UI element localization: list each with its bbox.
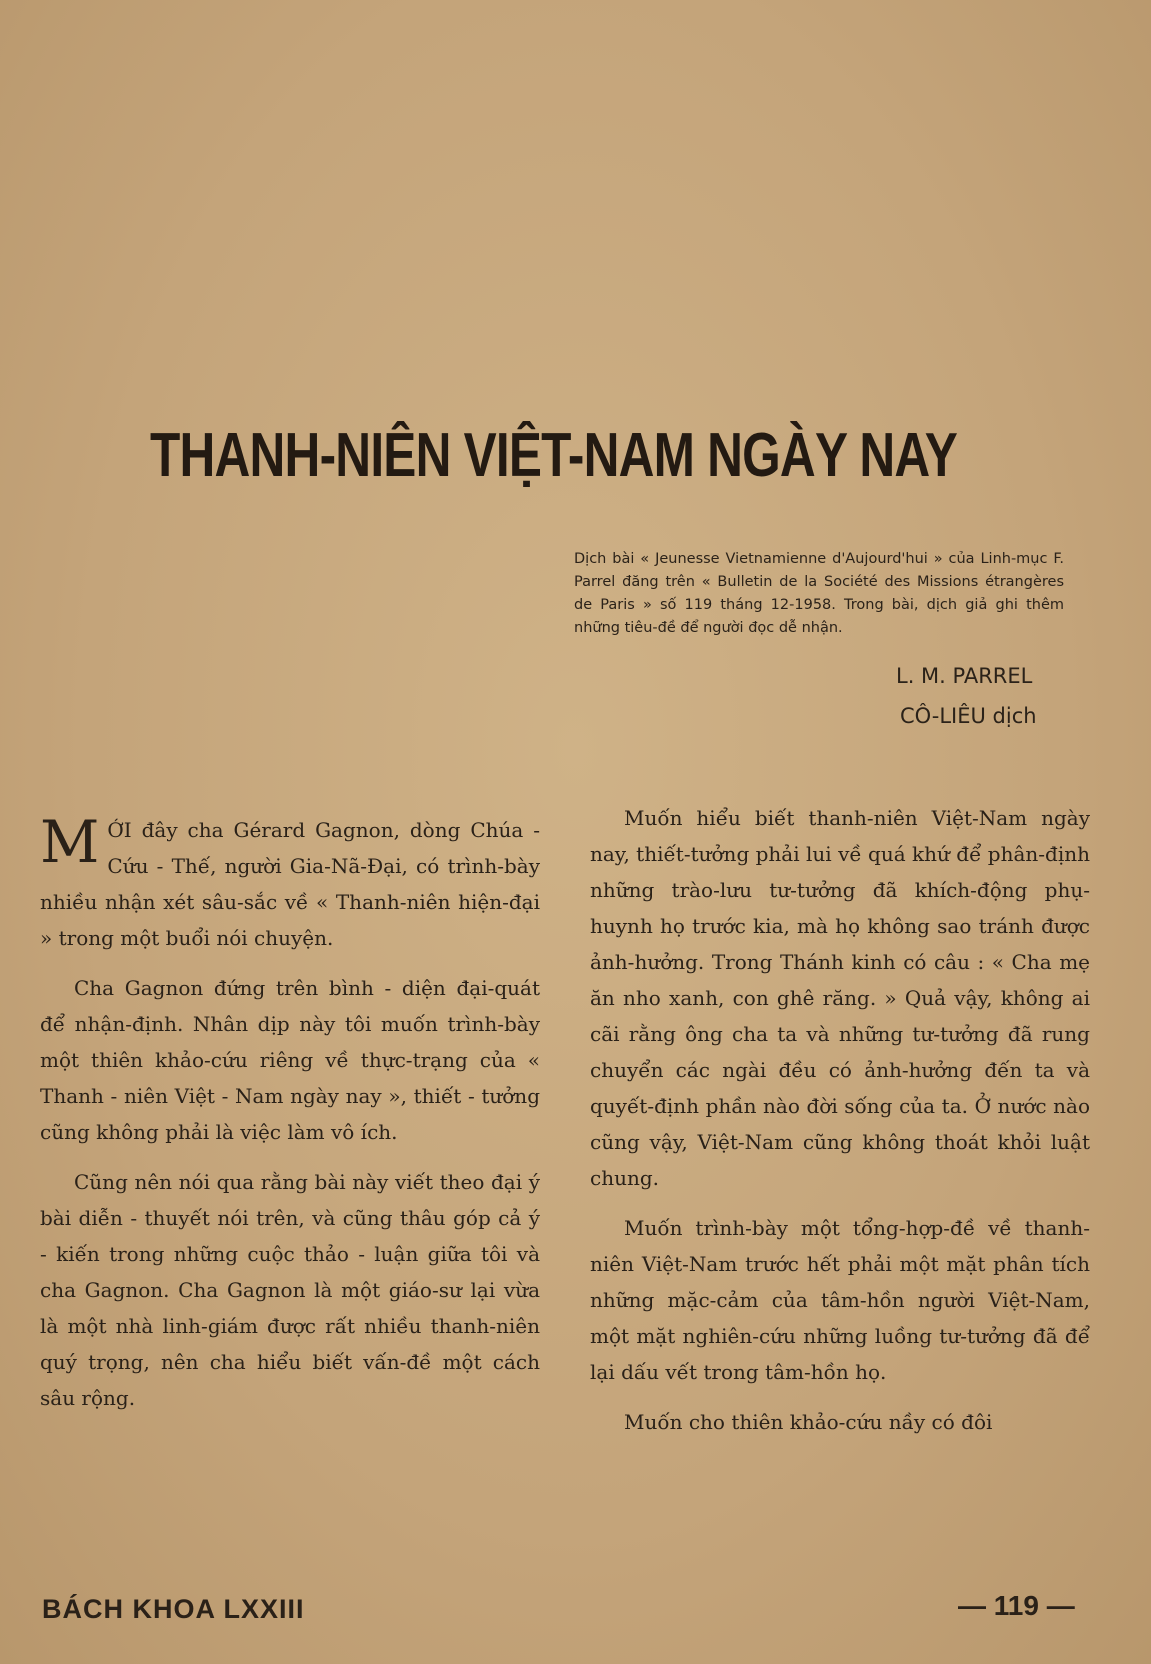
left-column	[40, 808, 540, 1430]
left-paragraph-2: Cha Gagnon đứng trên bình - diện đại-quát để nhận-định. Nhân dịp này tôi muốn trình-bày một thiên khảo-cứu riêng về thực-trạng của « Thanh - niên Việt - Nam ngày nay », thiết - tưởng cũng không phải là việc làm vô ích.	[40, 976, 540, 1144]
article-translator: CÔ-LIÊU dịch	[900, 704, 1037, 728]
right-column	[590, 800, 1090, 1454]
right-paragraph-3: Muốn cho thiên khảo-cứu nầy có đôi	[624, 1410, 993, 1434]
left-paragraph-1	[40, 808, 540, 956]
page-number: — 119 —	[958, 1590, 1075, 1621]
left-paragraph-1-text: ỚI đây cha Gérard Gagnon, dòng Chúa - Cứu - Thế, người Gia-Nã-Đại, có trình-bày nhiều nhận xét sâu-sắc về « Thanh-niên hiện-đại » trong một buổi nói chuyện.	[40, 818, 540, 950]
magazine-name: BÁCH KHOA LXXIII	[42, 1594, 305, 1624]
right-paragraph-2: Muốn trình-bày một tổng-hợp-đề về thanh-niên Việt-Nam trước hết phải một mặt phân tích những mặc-cảm của tâm-hồn người Việt-Nam, một mặt nghiên-cứu những luồng tư-tưởng đã để lại dấu vết trong tâm-hồn họ.	[590, 1216, 1090, 1384]
drop-cap: M	[40, 808, 100, 876]
article-author: L. M. PARREL	[896, 664, 1033, 688]
right-paragraph-1: Muốn hiểu biết thanh-niên Việt-Nam ngày nay, thiết-tưởng phải lui về quá khứ để phân-định những trào-lưu tư-tưởng đã khích-động phụ-huynh họ trước kia, mà họ không sao tránh được ảnh-hưởng. Trong Thánh kinh có câu : « Cha mẹ ăn nho xanh, con ghê răng. » Quả vậy, không ai cãi rằng ông cha ta và những tư-tưởng đã rung chuyển các ngài đều có ảnh-hưởng đến ta và quyết-định phần nào đời sống của ta. Ở nước nào cũng vậy, Việt-Nam cũng không thoát khỏi luật chung.	[590, 806, 1090, 1190]
article-title: THANH-NIÊN VIỆT-NAM NGÀY NAY	[150, 421, 958, 490]
left-paragraph-3: Cũng nên nói qua rằng bài này viết theo đại ý bài diễn - thuyết nói trên, và cũng thâu góp cả ý - kiến trong những cuộc thảo - luận giữa tôi và cha Gagnon. Cha Gagnon là một giáo-sư lại vừa là một nhà linh-giám được rất nhiều thanh-niên quý trọng, nên cha hiểu biết vấn-đề một cách sâu rộng.	[40, 1170, 540, 1410]
article-intro: Dịch bài « Jeunesse Vietnamienne d'Aujourd'hui » của Linh-mục F. Parrel đăng trên « Bulletin de la Société des Missions étrangères de Paris » số 119 tháng 12-1958. Trong bài, dịch giả ghi thêm những tiêu-đề để người đọc dễ nhận.	[574, 551, 1064, 636]
